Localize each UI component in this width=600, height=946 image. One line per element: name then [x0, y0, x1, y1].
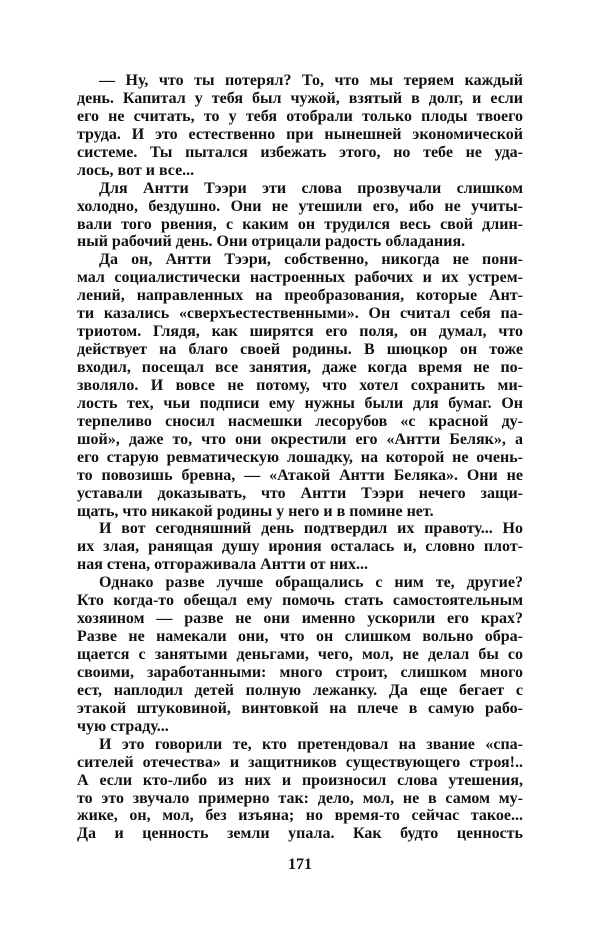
- text-line: день. Капитал у тебя был чужой, взятый в долг, и если: [77, 89, 523, 107]
- text-line: входил, посещал все занятия, даже когда время не по-: [77, 359, 523, 376]
- paragraph: [77, 72, 523, 180]
- text-line: хозяином — разве не они именно ускорили его крах?: [77, 610, 523, 628]
- text-line: чую страду...: [77, 717, 169, 735]
- text-line: то повозишь бревна, — «Атакой Антти Беляка». Они не: [77, 466, 523, 484]
- text-line: сителей отечества» и защитников существующего строя!..: [77, 753, 523, 771]
- text-line: ест, наплодил детей полную лежанку. Да еще бегает с: [77, 681, 523, 699]
- text-line: своими, заработанными: много строит, слишком много: [77, 663, 523, 681]
- text-line: И это говорили те, кто претендовал на звание «спа-: [99, 735, 523, 753]
- text-line: Однако разве лучше обращались с ним те, другие?: [99, 574, 523, 592]
- text-line: ная стена, отгораживала Антти от них...: [77, 556, 368, 574]
- text-line: Для Антти Тээри эти слова прозвучали слишком: [99, 179, 523, 197]
- text-line: его старую ревматическую лошадку, на которой не очень-: [77, 448, 523, 466]
- text-line: зволяло. И вовсе не потому, что хотел сохранить ми-: [77, 376, 523, 394]
- text-line: щать, что никакой родины у него и в помине нет.: [77, 502, 434, 520]
- text-line: вали того рвения, с каким он трудился весь свой длин-: [77, 215, 523, 233]
- text-line: Да он, Антти Тээри, собственно, никогда не пони-: [99, 251, 523, 269]
- text-line: этакой штуковиной, винтовкой на плече в самую рабо-: [77, 699, 523, 717]
- text-line: уставали доказывать, что Антти Тээри нечего защи-: [77, 484, 523, 502]
- text-line: Разве не намекали они, что он слишком вольно обра-: [77, 628, 523, 646]
- text-line: шой», даже то, что они окрестили его «Антти Беляк», а: [77, 430, 523, 448]
- paragraph: [77, 520, 523, 574]
- text-line: мал социалистически настроенных рабочих и их устрем-: [77, 269, 523, 287]
- text-line: труда. И это естественно при нынешней экономической: [77, 125, 523, 143]
- text-line: лений, направленных на преобразования, которые Ант-: [77, 287, 523, 305]
- text-line: ти казались «сверхъестественными». Он считал себя па-: [77, 305, 523, 323]
- paragraph: [77, 180, 523, 252]
- paragraph: [77, 574, 523, 735]
- page-body: [77, 72, 523, 843]
- text-line: холодно, бездушно. Они не утешили его, ибо не учиты-: [77, 197, 523, 215]
- text-line: Кто когда-то обещал ему помочь стать самостоятельным: [77, 592, 523, 610]
- text-line: А если кто-либо из них и произносил слова утешения,: [77, 771, 523, 789]
- text-line: Да и ценность земли упала. Как будто ценность: [77, 825, 523, 843]
- text-line: И вот сегодняшний день подтвердил их правоту... Но: [99, 520, 523, 538]
- text-line: щается с занятыми деньгами, чего, мол, не делал бы со: [77, 646, 523, 663]
- text-line: триотом. Глядя, как ширятся его поля, он думал, что: [77, 323, 523, 341]
- paragraph: [77, 251, 523, 520]
- text-line: то это звучало примерно так: дело, мол, не в самом му-: [77, 789, 523, 807]
- text-line: — Ну, что ты потерял? То, что мы теряем каждый: [99, 72, 523, 89]
- text-line: системе. Ты пытался избежать этого, но тебе не уда-: [77, 143, 523, 161]
- text-line: жике, он, мол, без изъяна; но время-то сейчас такое...: [77, 807, 523, 825]
- text-line: терпеливо сносил насмешки лесорубов «с красной ду-: [77, 412, 523, 430]
- paragraph: [77, 736, 523, 844]
- text-line: лось, вот и все...: [77, 161, 195, 179]
- page-number: 171: [288, 856, 312, 873]
- text-line: его не считать, то у тебя отобрали только плоды твоего: [77, 107, 523, 125]
- text-line: ный рабочий день. Они отрицали радость обладания.: [77, 233, 466, 251]
- text-line: лость тех, чьи подписи ему нужны были для бумаг. Он: [77, 394, 523, 412]
- text-line: действует на благо своей родины. В шюцкор он тоже: [77, 341, 523, 359]
- text-line: их злая, ранящая душу ирония осталась и, словно плот-: [77, 538, 523, 556]
